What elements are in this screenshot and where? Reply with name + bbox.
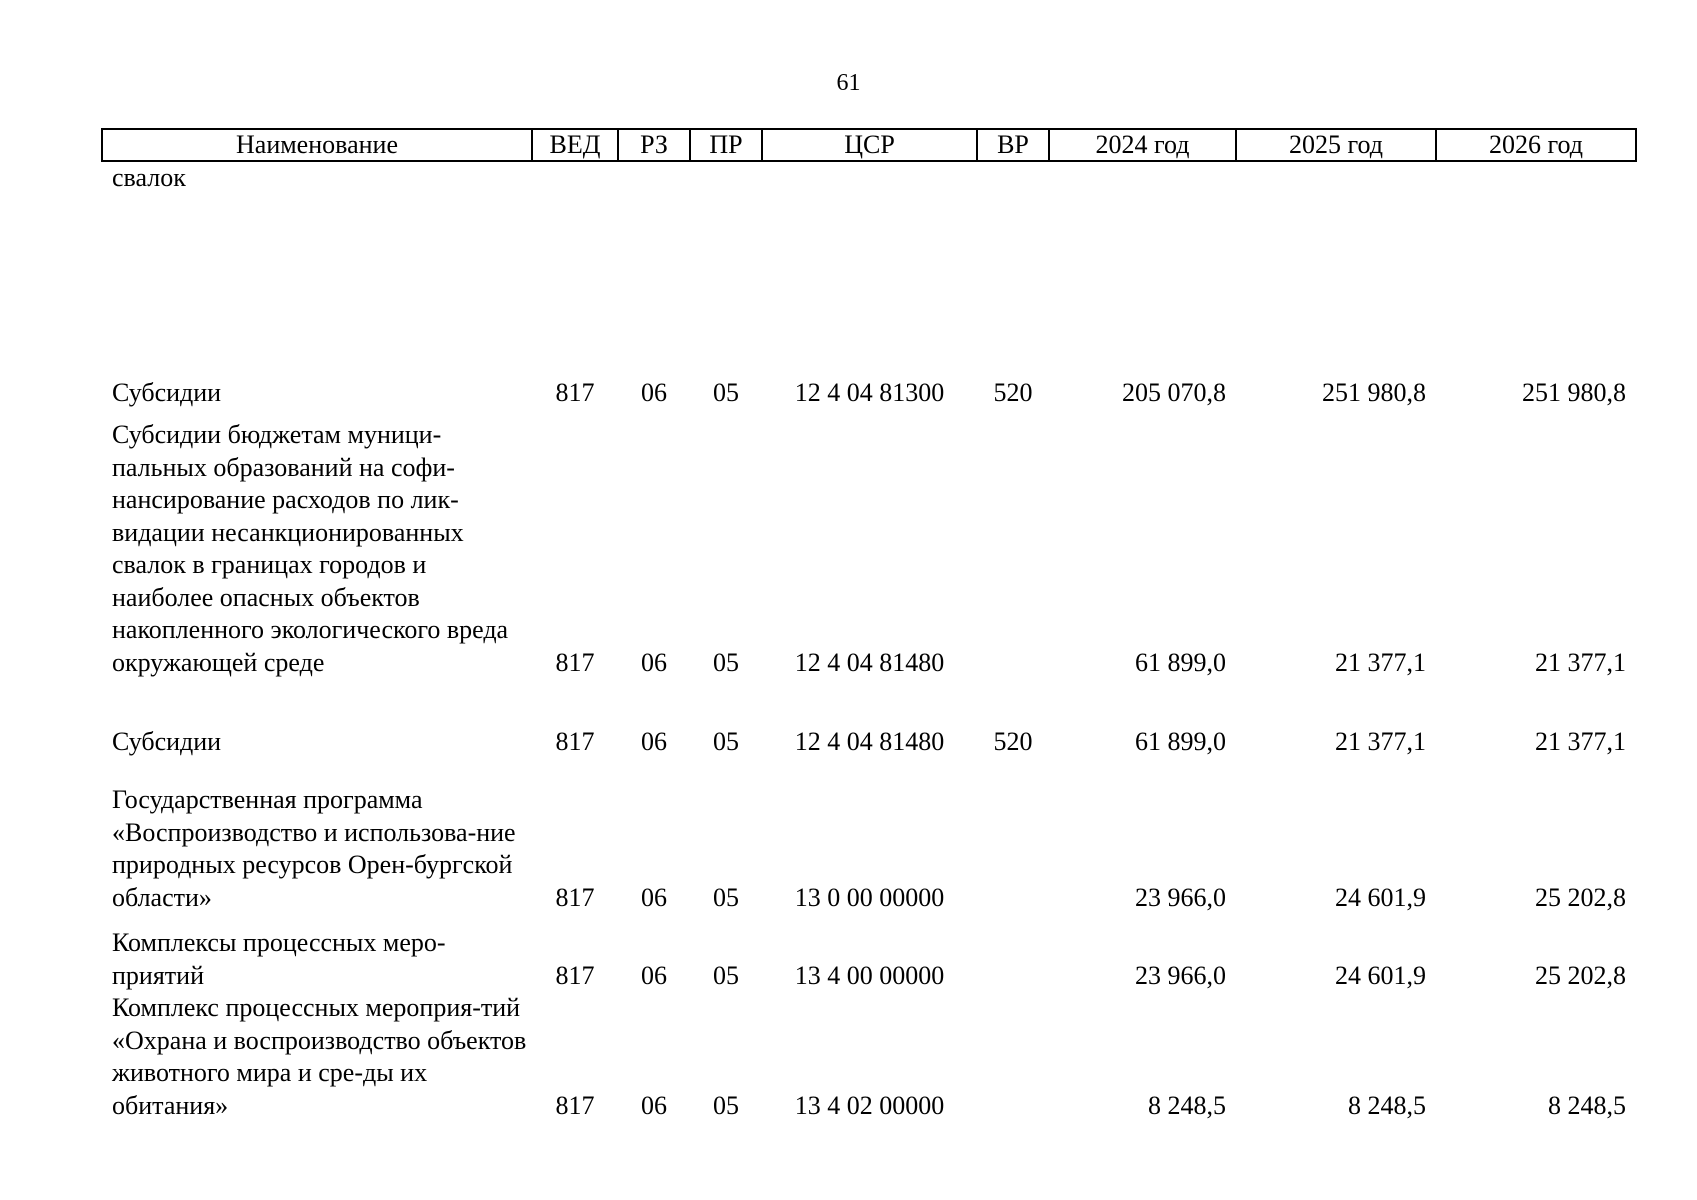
row-2026: 21 377,1 (1535, 726, 1626, 756)
header-2026: 2026 год (1436, 129, 1636, 161)
row-2024: 61 899,0 (1135, 647, 1226, 677)
row-csr: 13 4 02 00000 (794, 1090, 945, 1120)
row-ved: 817 (555, 377, 595, 407)
row-rz (618, 161, 690, 371)
row-rz: 06 (641, 1090, 667, 1120)
row-2026: 25 202,8 (1535, 882, 1626, 912)
row-vr (977, 161, 1049, 371)
row-csr: 12 4 04 81300 (794, 377, 945, 407)
row-2024: 205 070,8 (1122, 377, 1226, 407)
row-2024: 23 966,0 (1135, 960, 1226, 990)
row-pr (690, 161, 762, 371)
row-pr: 05 (713, 377, 739, 407)
row-ved (532, 161, 618, 371)
row-ved: 817 (555, 1090, 595, 1120)
table-header-row (102, 129, 1636, 161)
budget-table-container (101, 128, 1635, 1122)
row-vr (977, 992, 1049, 1122)
row-name: Комплексы процессных меро-приятий (112, 928, 446, 990)
row-rz: 06 (641, 960, 667, 990)
row-rz: 06 (641, 377, 667, 407)
row-pr: 05 (713, 726, 739, 756)
row-2024: 61 899,0 (1135, 726, 1226, 756)
row-csr: 12 4 04 81480 (794, 726, 945, 756)
row-vr: 520 (993, 726, 1033, 756)
row-vr (977, 758, 1049, 914)
row-2026: 251 980,8 (1522, 377, 1626, 407)
row-ved: 817 (555, 726, 595, 756)
row-2026: 21 377,1 (1535, 647, 1626, 677)
row-vr (977, 914, 1049, 992)
row-rz: 06 (641, 726, 667, 756)
row-vr: 520 (993, 377, 1033, 407)
row-2024 (1049, 161, 1236, 371)
table-row (102, 679, 1636, 758)
row-pr: 05 (713, 1090, 739, 1120)
header-pr: ПР (690, 129, 762, 161)
row-ved: 817 (555, 882, 595, 912)
row-2024: 23 966,0 (1135, 882, 1226, 912)
row-name: Субсидии (112, 726, 222, 756)
table-row (102, 409, 1636, 679)
row-ved: 817 (555, 960, 595, 990)
header-ved: ВЕД (532, 129, 618, 161)
row-2024: 8 248,5 (1148, 1090, 1226, 1120)
table-row (102, 914, 1636, 992)
row-csr: 13 4 00 00000 (794, 960, 945, 990)
header-rz: РЗ (618, 129, 690, 161)
row-2025: 251 980,8 (1322, 377, 1426, 407)
row-2025: 21 377,1 (1335, 647, 1426, 677)
row-rz: 06 (641, 647, 667, 677)
row-name: свалок (112, 163, 186, 192)
row-ved: 817 (555, 647, 595, 677)
page-number: 61 (836, 70, 861, 96)
row-2026: 8 248,5 (1548, 1090, 1626, 1120)
header-vr: ВР (977, 129, 1049, 161)
row-2025: 8 248,5 (1348, 1090, 1426, 1120)
row-2026: 25 202,8 (1535, 960, 1626, 990)
row-rz: 06 (641, 882, 667, 912)
budget-table (101, 128, 1637, 1122)
row-pr: 05 (713, 882, 739, 912)
header-csr: ЦСР (762, 129, 977, 161)
row-csr: 13 0 00 00000 (794, 882, 945, 912)
row-2025: 24 601,9 (1335, 882, 1426, 912)
table-row (102, 758, 1636, 914)
row-vr (977, 409, 1049, 679)
header-2025: 2025 год (1236, 129, 1436, 161)
row-name: Государственная программа «Воспроизводство и использова-ние природных ресурсов Орен-бургской области» (112, 785, 516, 912)
row-csr: 12 4 04 81480 (794, 647, 945, 677)
table-row (102, 371, 1636, 409)
row-pr: 05 (713, 960, 739, 990)
table-row (102, 992, 1636, 1122)
header-2024: 2024 год (1049, 129, 1236, 161)
row-csr (762, 161, 977, 371)
row-2025: 24 601,9 (1335, 960, 1426, 990)
row-2026 (1436, 161, 1636, 371)
table-row (102, 161, 1636, 371)
row-name: Субсидии бюджетам муници-пальных образований на софи-нансирование расходов по лик-видации несанкционированных свалок в границах городов и наиболее опасных объектов накопленного экологического вреда окружающей среде (112, 420, 509, 677)
row-name: Субсидии (112, 377, 222, 407)
row-name: Комплекс процессных мероприя-тий «Охрана и воспроизводство объектов животного мира и сре-ды их обитания» (112, 993, 527, 1120)
row-2025: 21 377,1 (1335, 726, 1426, 756)
header-name: Наименование (102, 129, 532, 161)
row-pr: 05 (713, 647, 739, 677)
row-2025 (1236, 161, 1436, 371)
